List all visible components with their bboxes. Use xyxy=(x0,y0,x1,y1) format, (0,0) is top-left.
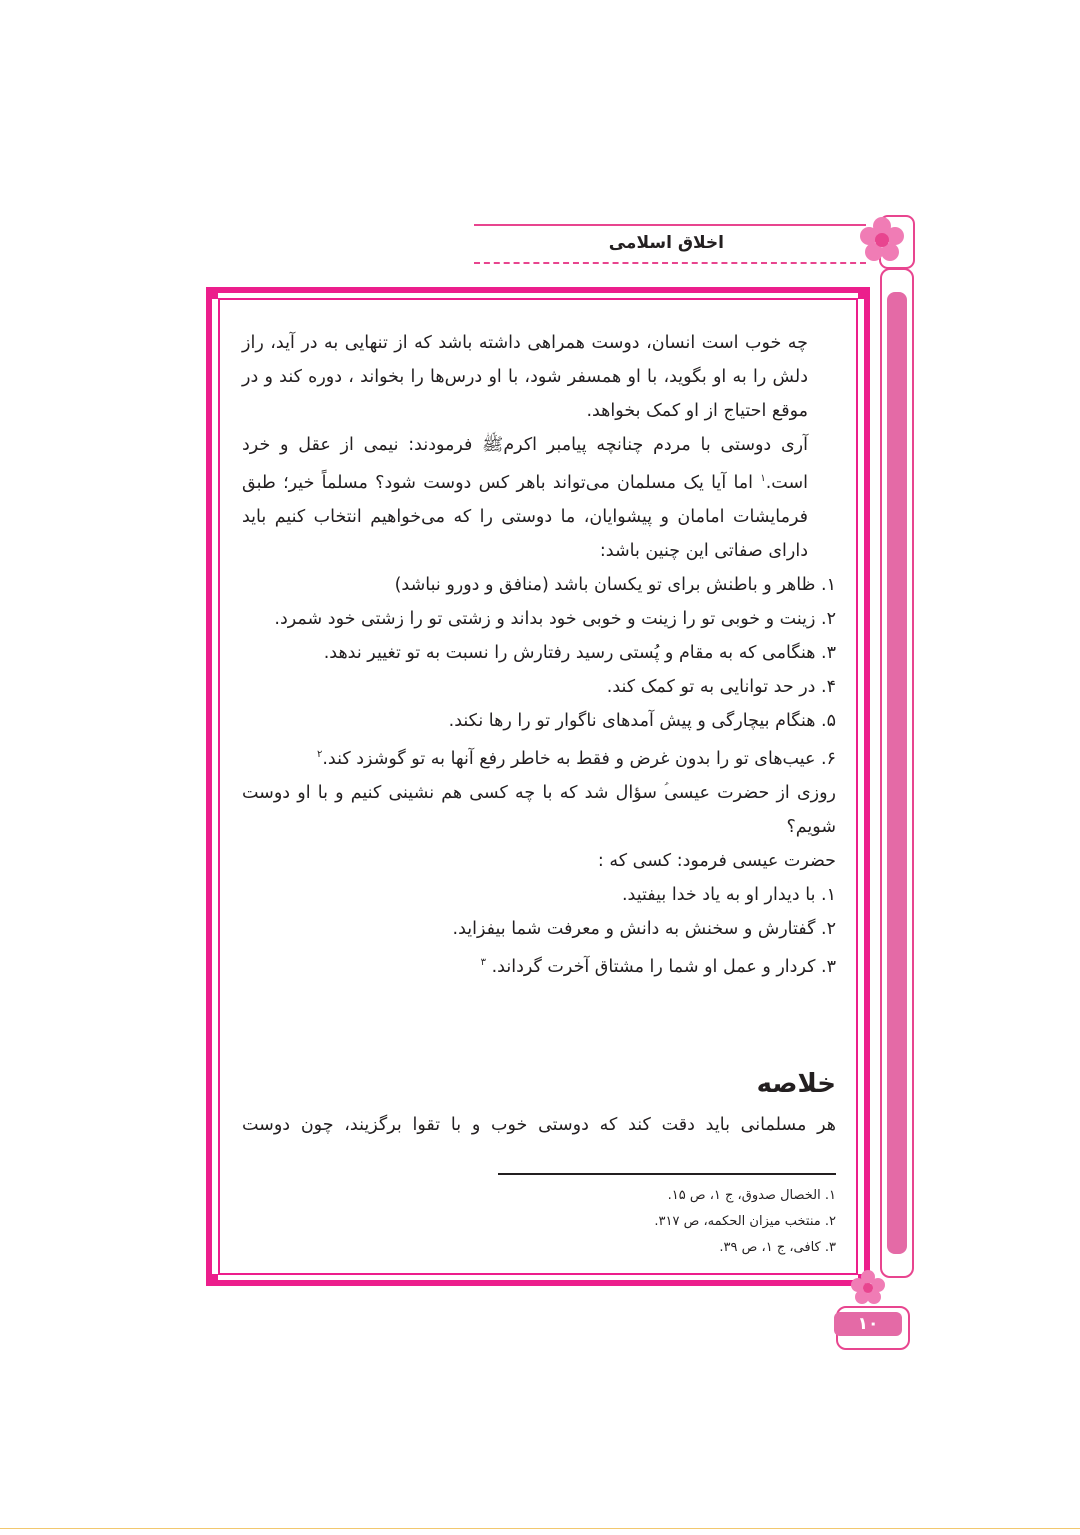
list-item: ۴. در حد توانایی به تو کمک کند. xyxy=(606,676,836,697)
main-text xyxy=(242,326,836,983)
running-header-title: اخلاق اسلامی xyxy=(608,233,724,253)
list-item: ۲. زینت و خوبی تو را زینت و خوبی خود بداند و زشتی تو را زشتی خود شمرد. xyxy=(274,608,836,629)
footnote-marker: ۳ xyxy=(480,956,487,968)
summary-text: هر مسلمانی باید دقت کند که دوستی خوب و با تقوا برگزیند، چون دوست xyxy=(242,1115,836,1135)
list-item: ۵. هنگام بیچارگی و پیش آمدهای ناگوار تو را رها نکند. xyxy=(448,710,836,731)
list-item-text: ۳. کردار و عمل او شما را مشتاق آخرت گرداند. xyxy=(491,956,836,977)
list-item xyxy=(242,946,836,984)
paragraph xyxy=(242,428,836,568)
footnote: ۳. کافی، ج ۱، ص ۳۹. xyxy=(719,1240,836,1255)
frame-corner xyxy=(206,287,218,299)
bottom-edge-rule xyxy=(0,1528,1080,1529)
side-rail-decoration xyxy=(880,268,914,1278)
list-item: ۳. هنگامی که به مقام و پُستی رسید رفتارش را نسبت به تو تغییر ندهد. xyxy=(323,642,836,663)
list-item: ۱. با دیدار او به یاد خدا بیفتید. xyxy=(621,884,836,905)
paragraph: حضرت عیسی فرمود: کسی که : xyxy=(597,850,836,871)
footnote-marker: ۱ xyxy=(760,473,766,484)
footnote: ۲. منتخب میزان الحکمه، ص ۳۱۷. xyxy=(654,1214,836,1229)
footnotes xyxy=(498,1183,836,1261)
footnote-marker: ۲ xyxy=(316,748,323,760)
list-item: ۱. ظاهر و باطنش برای تو یکسان باشد (منافق و دورو نباشد) xyxy=(394,574,836,595)
list-item-text: ۶. عیب‌های تو را بدون غرض و فقط به خاطر رفع آنها به تو گوشزد کند. xyxy=(322,748,836,769)
paragraph-part: اما آیا یک مسلمان می‌تواند باهر کس دوست شود؟ مسلماً خیر؛ طبق فرمایشات امامان و پیشوایان، ما دوستی را که می‌خواهیم انتخاب کنیم باید دارای صفاتی این چنین باشد: xyxy=(242,472,808,561)
frame-corner xyxy=(858,287,870,299)
paragraph: روزی از حضرت عیسی‌ؑ سؤال شد که با چه کسی هم نشینی کنیم و با او دوست شویم؟ xyxy=(242,782,836,837)
header-rule xyxy=(474,224,866,226)
footnote: ۱. الخصال صدوق، ج ۱، ص ۱۵. xyxy=(667,1188,836,1203)
flower-ornament-icon xyxy=(840,1268,896,1312)
summary-heading: خلاصه xyxy=(756,1069,836,1099)
header-dashed-rule xyxy=(474,262,866,264)
paragraph: چه خوب است انسان، دوست همراهی داشته باشد که از تنهایی به در آید، راز دلش را به او بگوید، با او همسفر شود، با او درس‌ها را بخواند ، دوره کند و در موقع احتیاج از او کمک بخواهد. xyxy=(242,333,808,421)
list-item: ۲. گفتارش و سخنش به دانش و معرفت شما بیفزاید. xyxy=(452,918,836,939)
paragraph-part: آری دوستی با مردم چنانچه پیامبر اکرمﷺ فرمودند: نیمی از عقل و خرد است. xyxy=(242,435,808,493)
side-rail-fill xyxy=(887,292,907,1254)
footnote-rule xyxy=(498,1173,836,1175)
list-item xyxy=(242,738,836,776)
flower-ornament-icon xyxy=(852,210,922,272)
frame-corner xyxy=(206,1274,218,1286)
page-number: ۱۰ xyxy=(834,1312,902,1336)
